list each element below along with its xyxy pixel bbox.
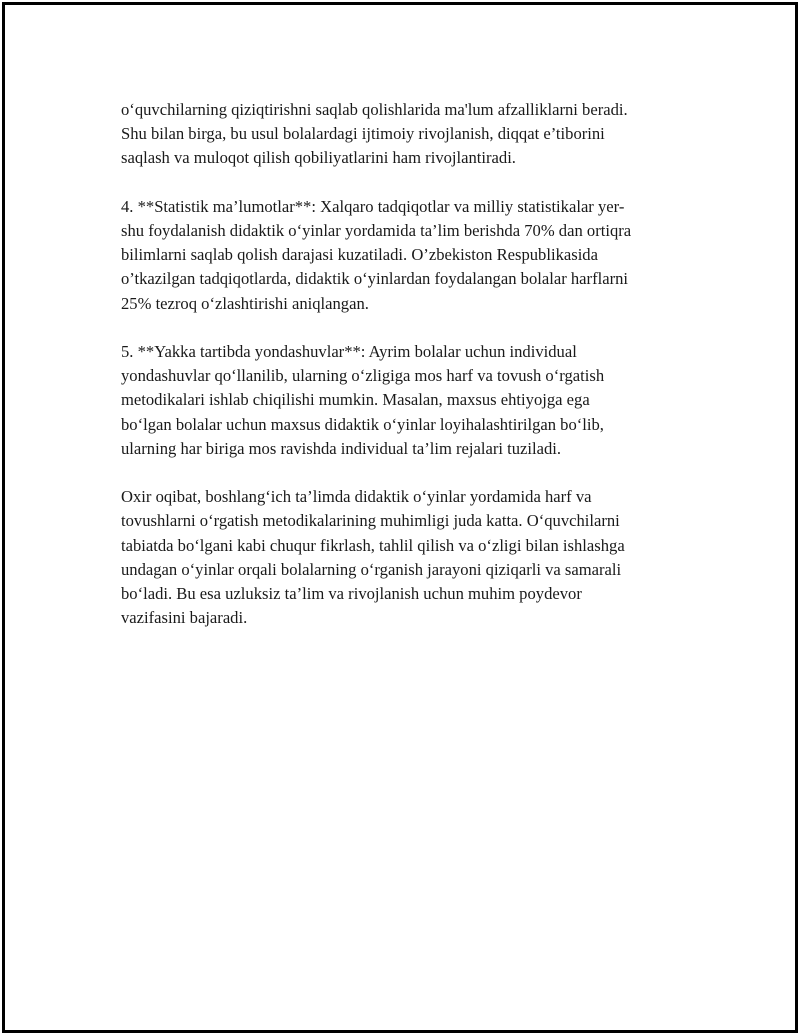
text-line: 5. **Yakka tartibda yondashuvlar**: Ayrim bolalar uchun individual <box>121 342 577 361</box>
text-line: tovushlarni o‘rgatish metodikalarining muhimligi juda katta. O‘quvchilarni <box>121 511 620 531</box>
paragraph-individual-approaches <box>121 340 701 461</box>
text-line: 4. **Statistik ma’lumotlar**: Xalqaro tadqiqotlar va milliy statistikalar yer- <box>121 196 625 216</box>
paragraph-statistics <box>121 195 701 316</box>
text-line: metodikalari ishlab chiqilishi mumkin. Masalan, maxsus ehtiyojga ega <box>121 390 590 410</box>
text-line: 25% tezroq o‘zlashtirishi aniqlangan. <box>121 293 369 313</box>
paragraph-intro-continuation <box>121 98 701 171</box>
text-line: tabiatda bo‘lgani kabi chuqur fikrlash, tahlil qilish va o‘zligi bilan ishlashga <box>121 535 625 555</box>
text-line: saqlash va muloqot qilish qobiliyatlarini ham rivojlantiradi. <box>121 148 516 168</box>
paragraph-conclusion <box>121 485 701 630</box>
text-line: bo‘lgan bolalar uchun maxsus didaktik o‘yinlar loyihalashtirilgan bo‘lib, <box>121 414 604 434</box>
text-line: o’tkazilgan tadqiqotlarda, didaktik o‘yinlardan foydalangan bolalar harflarni <box>121 269 629 289</box>
text-line: undagan o‘yinlar orqali bolalarning o‘rganish jarayoni qiziqarli va samarali <box>121 559 622 579</box>
text-line: ularning har biriga mos ravishda individual ta’lim rejalari tuziladi. <box>121 438 562 458</box>
text-line: shu foydalanish didaktik o‘yinlar yordamida ta’lim berishda 70% dan ortiqra <box>121 221 632 240</box>
text-line: vazifasini bajaradi. <box>121 608 248 628</box>
page-frame <box>2 2 798 1033</box>
text-line: o‘quvchilarning qiziqtirishni saqlab qolishlarida ma'lum afzalliklarni beradi. <box>121 100 628 119</box>
document-body <box>121 98 701 655</box>
text-line: Shu bilan birga, bu usul bolalardagi ijtimoiy rivojlanish, diqqat e’tiborini <box>121 124 605 144</box>
text-line: bo‘ladi. Bu esa uzluksiz ta’lim va rivojlanish uchun muhim poydevor <box>121 584 582 604</box>
text-line: Oxir oqibat, boshlang‘ich ta’limda didaktik o‘yinlar yordamida harf va <box>121 487 592 507</box>
text-line: bilimlarni saqlab qolish darajasi kuzatiladi. O’zbekiston Respublikasida <box>121 245 598 265</box>
text-line: yondashuvlar qo‘llanilib, ularning o‘zligiga mos harf va tovush o‘rgatish <box>121 366 605 386</box>
